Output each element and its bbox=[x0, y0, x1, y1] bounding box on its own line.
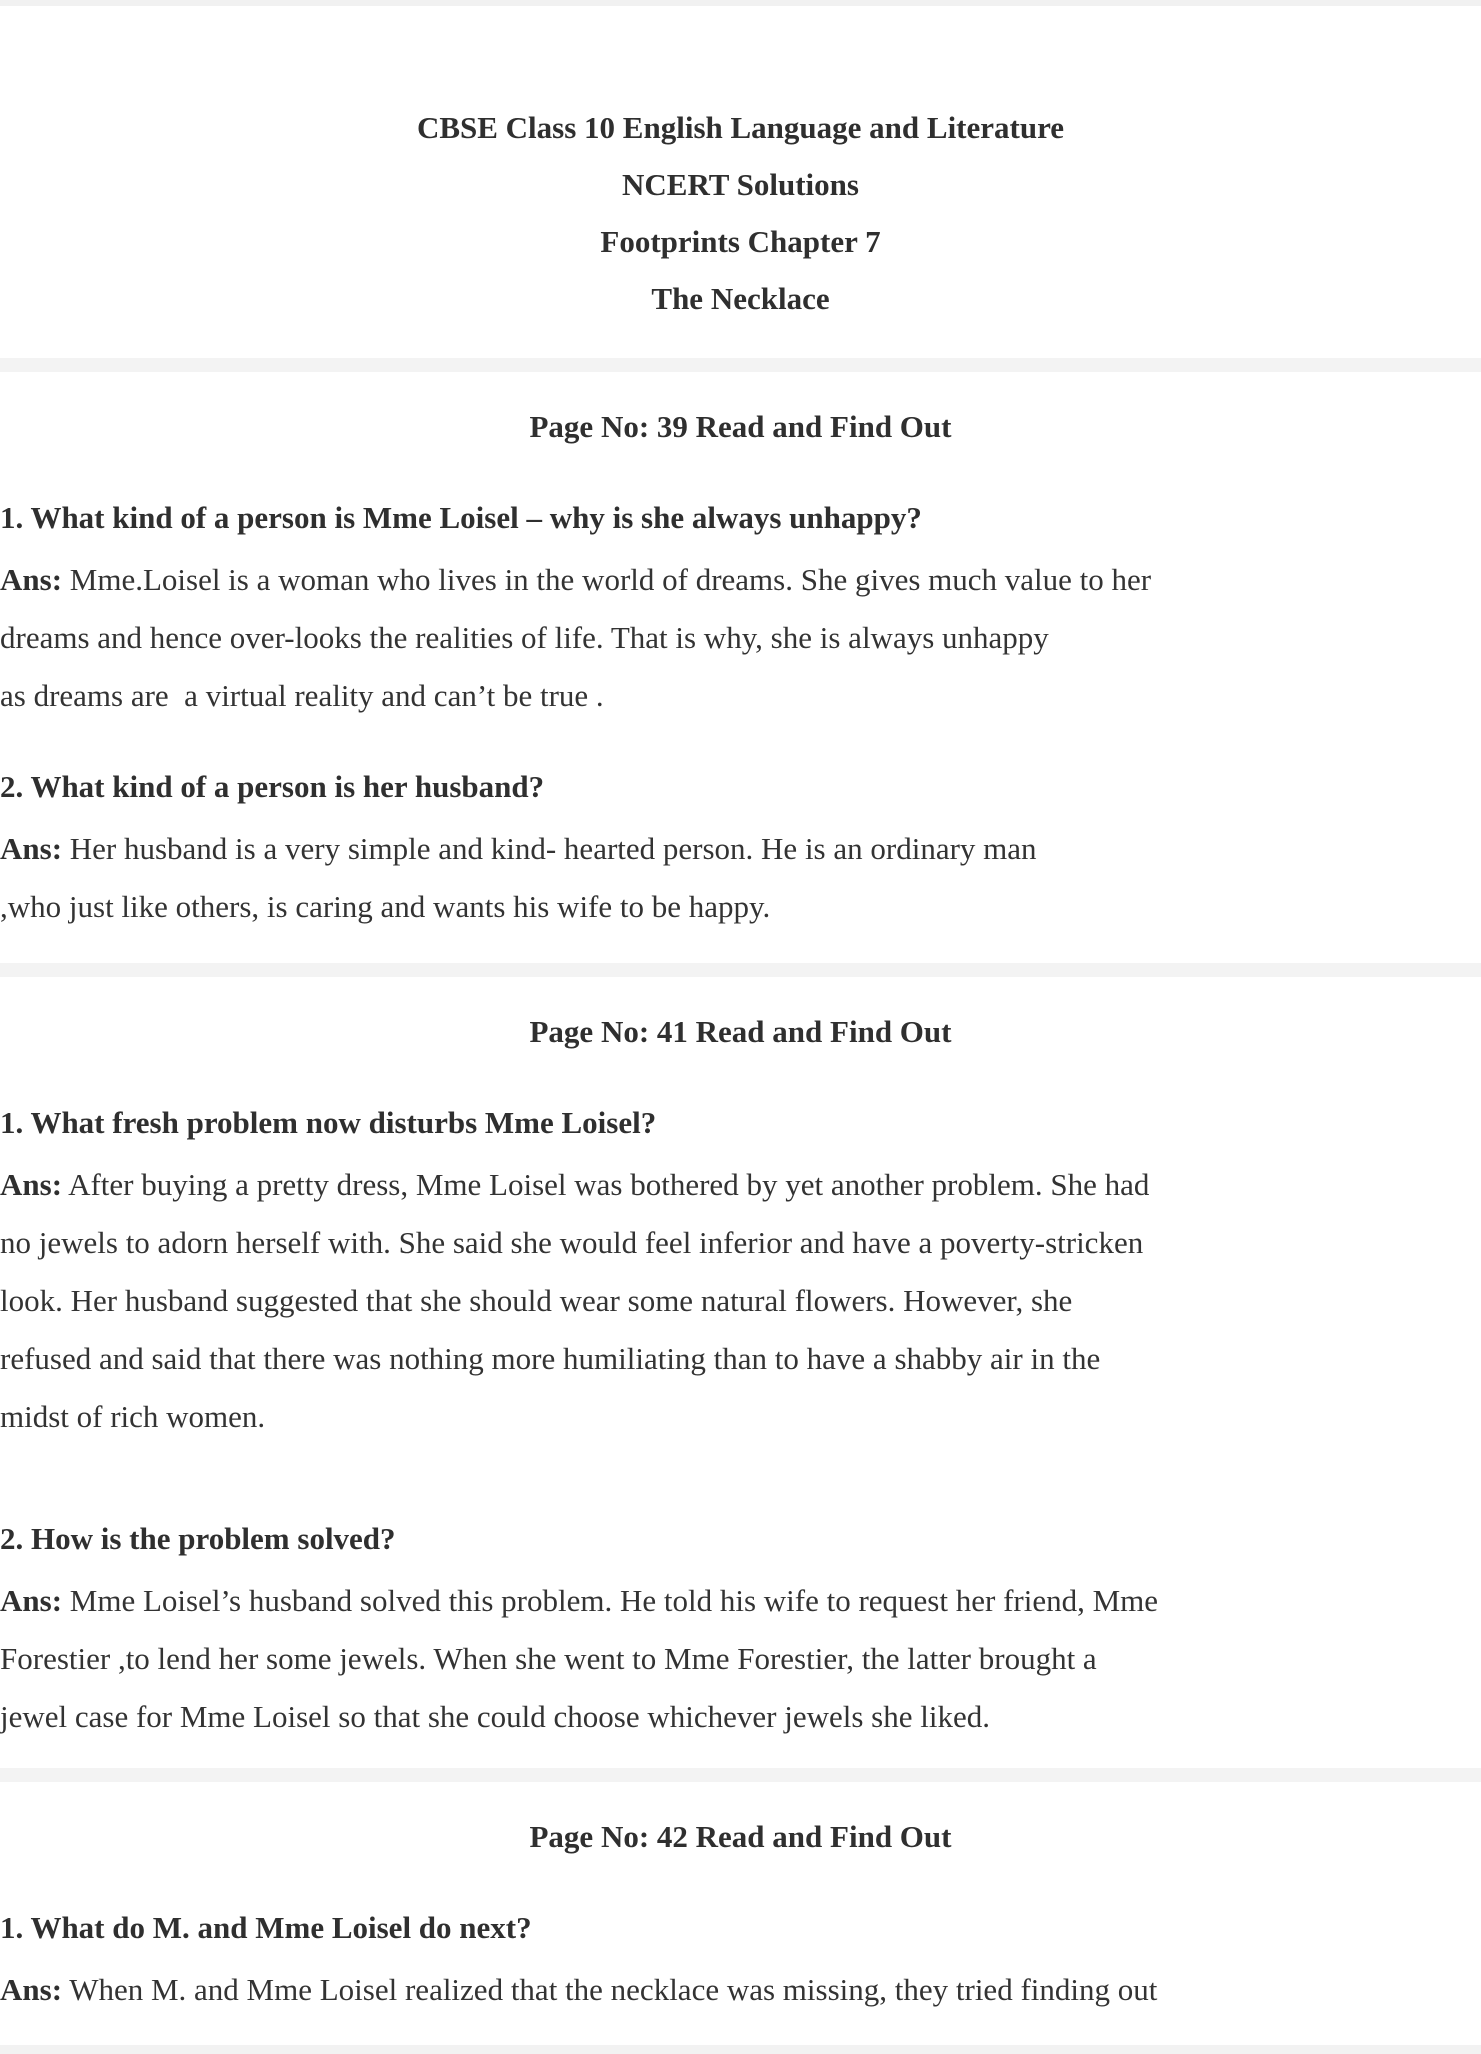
answer-line: midst of rich women. bbox=[0, 1399, 266, 1434]
title-line-chapter: Footprints Chapter 7 bbox=[600, 224, 881, 259]
section-page-41 bbox=[0, 1003, 1481, 1746]
question-heading: 1. What do M. and Mme Loisel do next? bbox=[0, 1910, 532, 1945]
section-page-42 bbox=[0, 1808, 1481, 2019]
title-line-chapter-name: The Necklace bbox=[651, 281, 830, 316]
answer-line: look. Her husband suggested that she should wear some natural flowers. However, she bbox=[0, 1283, 1073, 1318]
answer-label: Ans: bbox=[0, 1583, 63, 1618]
answer-line: no jewels to adorn herself with. She said she would feel inferior and have a poverty-stricken bbox=[0, 1225, 1144, 1260]
section-divider bbox=[0, 1768, 1481, 1782]
answer-label: Ans: bbox=[0, 831, 63, 866]
answer-label: Ans: bbox=[0, 562, 63, 597]
answer-line: dreams and hence over-looks the realities of life. That is why, she is always unhappy bbox=[0, 620, 1049, 655]
question-heading: 2. How is the problem solved? bbox=[0, 1521, 396, 1556]
answer-label: Ans: bbox=[0, 1167, 63, 1202]
answer-line: Forestier ,to lend her some jewels. When she went to Mme Forestier, the latter brought a bbox=[0, 1641, 1097, 1676]
title-line-course: CBSE Class 10 English Language and Literature bbox=[416, 110, 1065, 145]
question-heading: 1. What kind of a person is Mme Loisel – why is she always unhappy? bbox=[0, 500, 922, 535]
answer-paragraph bbox=[0, 1961, 1481, 2019]
answer-line: ,who just like others, is caring and wants his wife to be happy. bbox=[0, 889, 771, 924]
answer-line: refused and said that there was nothing more humiliating than to have a shabby air in the bbox=[0, 1341, 1101, 1376]
answer-line: as dreams are a virtual reality and can’t be true . bbox=[0, 678, 604, 713]
title-line-solutions: NCERT Solutions bbox=[622, 167, 859, 202]
answer-line: After buying a pretty dress, Mme Loisel was bothered by yet another problem. She had bbox=[68, 1167, 1150, 1202]
bottom-edge-strip bbox=[0, 2045, 1481, 2054]
answer-line: jewel case for Mme Loisel so that she could choose whichever jewels she liked. bbox=[0, 1699, 990, 1734]
answer-paragraph bbox=[0, 1156, 1481, 1446]
question-heading: 1. What fresh problem now disturbs Mme Loisel? bbox=[0, 1105, 657, 1140]
section-page-39 bbox=[0, 398, 1481, 936]
section-divider bbox=[0, 963, 1481, 977]
answer-line: Mme.Loisel is a woman who lives in the world of dreams. She gives much value to her bbox=[69, 562, 1152, 597]
answer-paragraph bbox=[0, 551, 1481, 725]
section-heading: Page No: 42 Read and Find Out bbox=[529, 1819, 952, 1854]
answer-line: Her husband is a very simple and kind- hearted person. He is an ordinary man bbox=[69, 831, 1037, 866]
answer-paragraph bbox=[0, 1572, 1481, 1746]
section-heading: Page No: 39 Read and Find Out bbox=[529, 409, 952, 444]
document-title-block bbox=[0, 99, 1481, 327]
section-heading: Page No: 41 Read and Find Out bbox=[529, 1014, 952, 1049]
answer-label: Ans: bbox=[0, 1972, 63, 2007]
top-edge-strip bbox=[0, 0, 1481, 6]
question-heading: 2. What kind of a person is her husband? bbox=[0, 769, 545, 804]
answer-line: Mme Loisel’s husband solved this problem. He told his wife to request her friend, Mme bbox=[69, 1583, 1159, 1618]
answer-line: When M. and Mme Loisel realized that the necklace was missing, they tried finding out bbox=[69, 1972, 1158, 2007]
section-divider bbox=[0, 358, 1481, 372]
answer-paragraph bbox=[0, 820, 1481, 936]
